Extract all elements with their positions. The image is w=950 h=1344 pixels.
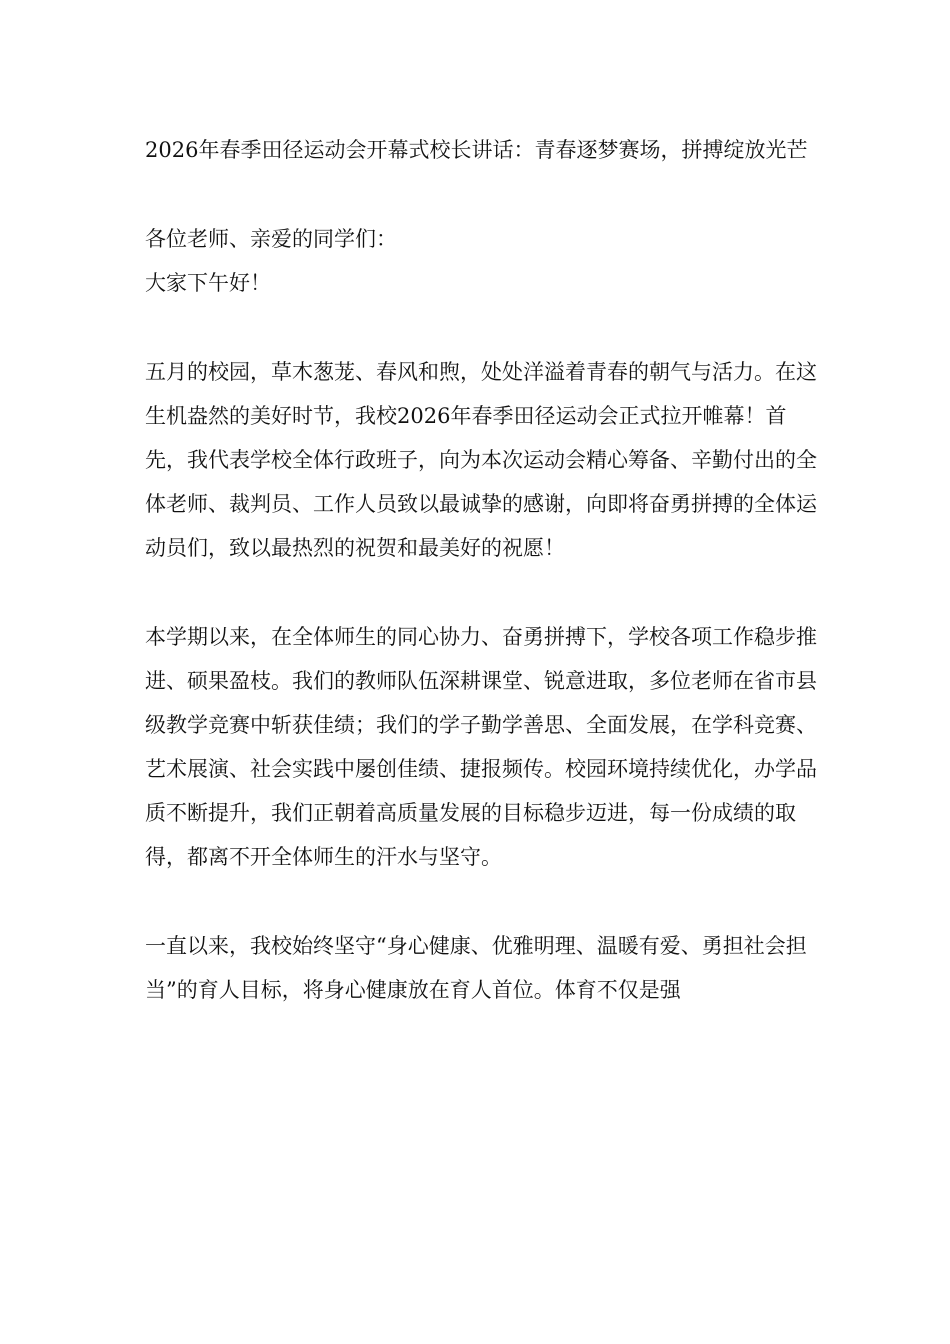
salutation: 各位老师、亲爱的同学们： (145, 227, 397, 251)
document-title: 2026年春季田径运动会开幕式校长讲话：青春逐梦赛场，拼搏绽放光芒 (145, 138, 808, 162)
paragraph-2: 本学期以来，在全体师生的同心协力、奋勇拼搏下，学校各项工作稳步推进、硕果盈枝。我们的教师队伍深耕课堂、锐意进取，多位老师在省市县级教学竞赛中斩获佳绩；我们的学子勤学善思、全面发展，在学科竞赛、艺术展演、社会实践中屡创佳绩、捷报频传。校园环境持续优化，办学品质不断提升，我们正朝着高质量发展的目标稳步迈进，每一份成绩的取得，都离不开全体师生的汗水与坚守。 (145, 625, 817, 869)
document-body (145, 128, 817, 1012)
paragraph-1: 五月的校园，草木葱茏、春风和煦，处处洋溢着青春的朝气与活力。在这生机盎然的美好时节，我校2026年春季田径运动会正式拉开帷幕！首先，我代表学校全体行政班子，向为本次运动会精心筹备、辛勤付出的全体老师、裁判员、工作人员致以最诚挚的感谢，向即将奋勇拼搏的全体运动员们，致以最热烈的祝贺和最美好的祝愿！ (145, 360, 817, 560)
paragraph-3: 一直以来，我校始终坚守“身心健康、优雅明理、温暖有爱、勇担社会担当”的育人目标，将身心健康放在育人首位。体育不仅是强 (145, 934, 807, 1002)
greeting: 大家下午好！ (145, 271, 271, 295)
